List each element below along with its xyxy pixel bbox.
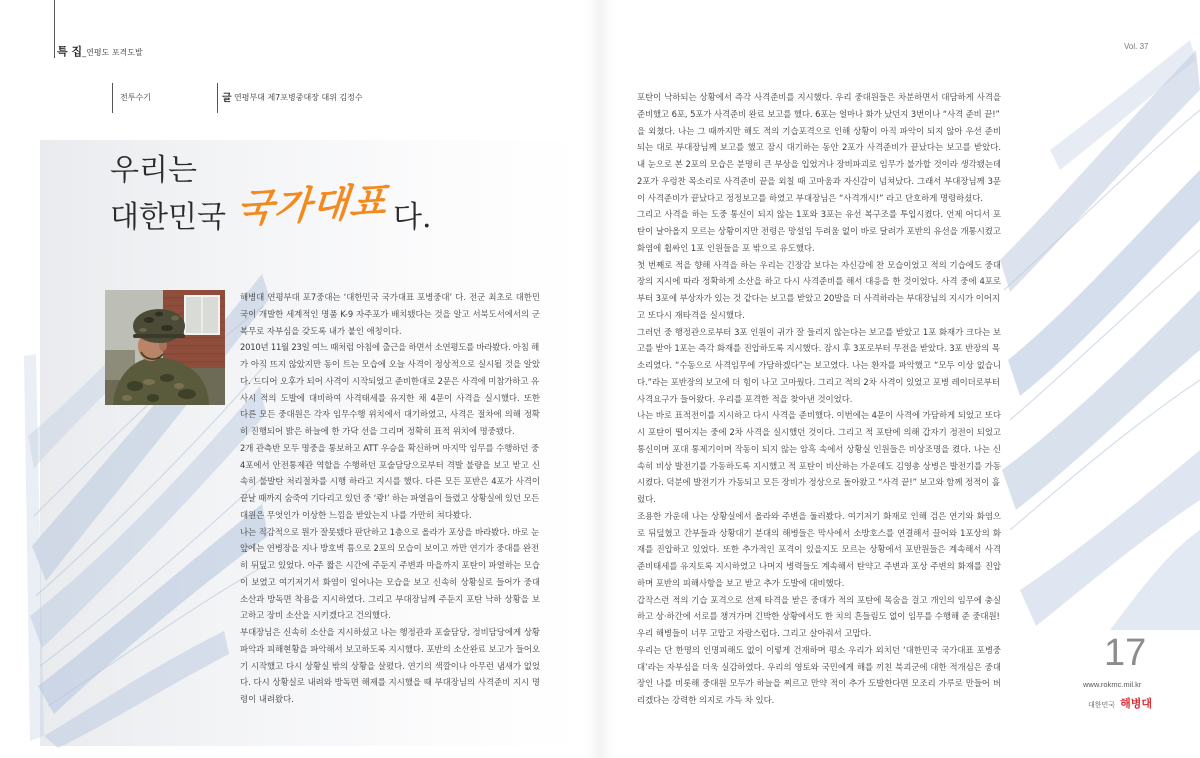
title-line-2-suffix: 다. xyxy=(393,200,432,235)
body-paragraph xyxy=(240,440,540,524)
volume-label: Vol. 37 xyxy=(1124,42,1149,51)
body-text-line xyxy=(240,624,540,641)
body-text: 렀다. xyxy=(637,494,656,504)
body-text: 가 아직 뜨지 않았지만 동이 트는 모습에 오늘 사격이 정상적으로 실시될 것을 알았 xyxy=(240,359,540,369)
body-text-line xyxy=(637,407,1001,424)
body-text-line xyxy=(240,289,540,306)
body-text: 을 외쳤다. 나는 그 때까지만 해도 적의 기습포격으로 인해 상황이 아직 파악이 되지 않아 우선 준비 xyxy=(637,125,1001,136)
body-text: 조용한 가운데 나는 상황실에서 올라와 주변을 둘러봤다. 여기저기 화재로 인해 검은 연기와 화염으 xyxy=(637,510,1001,521)
body-text: 재를 진압하고 있었다. 또한 추가적인 포격이 있을지도 모르는 상황에서 포반원들은 계속해서 사격 xyxy=(637,544,1001,555)
body-text: 고 또다시 재타격을 실시했다. xyxy=(637,309,745,320)
body-text: 되는 대로 부대장님께 보고를 했고 잠시 대기하는 동안 2포가 사격준비가 끝났다는 보고를 받았다. xyxy=(637,142,1001,153)
body-text-line xyxy=(637,474,1001,491)
article-category: 전투수기 xyxy=(120,93,151,102)
body-text-line xyxy=(637,374,1001,391)
body-text: 시 포탄이 떨어지는 중에 2차 사격을 실시했던 것이다. 그리고 적 포탄에 의해 갑자기 정전이 되었고 xyxy=(637,427,1001,437)
body-text-line xyxy=(240,423,540,440)
body-text: 그러던 중 행정관으로부터 3포 인원이 귀가 잘 들리지 않는다는 보고를 받았고 1포 화재가 크다는 보 xyxy=(637,326,1001,337)
website-link[interactable]: www.rokmc.mil.kr xyxy=(1083,680,1142,689)
body-text-line xyxy=(637,190,1001,207)
body-paragraph xyxy=(637,592,1001,642)
body-text: 그리고 사격을 하는 도중 통신이 되지 않는 1포와 3포는 유선 복구조를 투입시켰다. 언제 어디서 포 xyxy=(637,209,1001,220)
body-text-line xyxy=(637,290,1001,307)
body-text-line xyxy=(637,139,1001,156)
body-text: 준비했고 6포, 5포가 사격준비 완료 보고를 했다. 6포는 얼마나 화가 났던지 3번이나 “사격 준비 끝!” xyxy=(637,108,1000,119)
body-text: 갑작스런 적의 기습 포격으로 선제 타격을 받은 중대가 적의 포탄에 목숨을 걸고 개인의 임무에 충실 xyxy=(637,594,1001,605)
brand-mark xyxy=(1088,692,1152,711)
body-text-line xyxy=(637,608,1001,625)
body-text: 령이 내려왔다. xyxy=(240,694,294,704)
body-text-line xyxy=(637,257,1001,274)
body-text: 앞에는 연병장을 지나 방호벽 틈으로 2포의 모습이 보이고 까만 연기가 중대를 완전 xyxy=(240,543,540,554)
body-text: 고하고 장비 소산을 시키겠다고 건의했다. xyxy=(240,610,391,621)
soldier-photo-illustration xyxy=(105,290,225,405)
body-paragraph xyxy=(637,407,1001,508)
section-label: 특 집 xyxy=(57,45,83,58)
body-text: 2포가 우렁찬 목소리로 사격준비 끝을 외칠 때 고마움과 자신감이 넘쳐났다. 그래서 부대장님께 3문 xyxy=(637,175,1001,186)
body-text-line xyxy=(240,691,540,708)
body-text: 부터 3포에 부상자가 있는 것 같다는 보고를 받았고 20발을 더 사격하라는 부대장님의 지시가 이어지 xyxy=(637,293,1000,303)
section-header xyxy=(57,43,143,59)
body-text: 소산과 방독면 착용을 지시하였다. 그리고 부대장님께 주둔지 포탄 낙하 상황을 보 xyxy=(240,593,540,604)
body-text: 첫 번째로 적을 향해 사격을 하는 우리는 긴장감 보다는 자신감에 찬 모습이었고 적의 기습에도 중대 xyxy=(637,259,1001,270)
body-text: 복무로 자부심을 갖도록 내가 붙인 애칭이다. xyxy=(240,325,402,336)
body-text: 끝날 때까지 숨죽여 기다리고 있던 중 ‘쾅!’ 하는 파열음이 들렸고 상황실에 있던 모든 xyxy=(240,493,540,503)
title-highlight: 국가대표 xyxy=(234,177,390,232)
body-text: 사시 적의 도발에 대비하여 사격태세를 유지한 채 4문이 사격을 실시했다. 또한 xyxy=(240,392,540,403)
body-text-line xyxy=(240,591,540,608)
body-text: 나는 바로 표적전이를 지시하고 다시 사격을 준비했다. 이번에는 4문이 사격에 가담하게 되었고 또다 xyxy=(637,410,1001,421)
body-text-line xyxy=(637,123,1001,140)
body-text: 사격요구가 들어왔다. 우리를 포격한 적을 찾아낸 것이었다. xyxy=(637,393,853,404)
writer-name: 연평부대 제7포병중대장 대위 김정수 xyxy=(234,93,363,102)
body-text-line xyxy=(637,675,1001,692)
page-spine-shadow xyxy=(586,0,614,758)
body-text: 2개 관측반 모두 명중을 통보하고 ATT 우승을 확신하며 마지막 임무를 수행하던 중 xyxy=(240,442,540,453)
body-text-line xyxy=(637,307,1001,324)
body-paragraph xyxy=(637,257,1001,324)
body-text: 대’라는 자부심을 더욱 실감하였다. 우리의 영토와 국민에게 해를 끼친 북괴군에 대한 적개심은 중대 xyxy=(637,661,1001,672)
body-text-line xyxy=(240,356,540,373)
page-number: 17 xyxy=(1104,632,1147,674)
body-text-line xyxy=(637,558,1001,575)
body-text: 속히 비상 발전기를 가동하도록 지시했고 적 포탄이 비산하는 가운데도 김영총 상병은 발전기를 가동 xyxy=(637,460,1001,471)
body-text-line xyxy=(240,574,540,591)
body-text-line xyxy=(240,641,540,658)
body-paragraph xyxy=(240,339,540,440)
byline-rule-left xyxy=(112,83,113,113)
body-text-line xyxy=(240,524,540,541)
body-text: 우리 해병들이 너무 고맙고 자랑스럽다. 그리고 살아줘서 고맙다. xyxy=(637,628,872,638)
body-text-line xyxy=(637,659,1001,676)
body-text-line xyxy=(637,106,1001,123)
body-text-line xyxy=(637,156,1001,173)
body-text: 나는 직감적으로 뭔가 잘못됐다 판단하고 1층으로 올라가 포상을 바라봤다. 바로 눈 xyxy=(240,526,540,537)
body-text: 4포에서 안전통제관 역할을 수행하던 포술담당으로부터 격발 불량을 보고 받고 신 xyxy=(240,459,540,470)
body-paragraph xyxy=(637,508,1001,592)
body-text: 부대장님은 신속히 소산을 지시하셨고 나는 행정관과 포술담당, 정비담당에게 상황 xyxy=(240,627,540,637)
body-text: 고를 받아 1포는 즉각 화재를 진압하도록 지시했다. 잠시 후 3포로부터 무전을 받았다. 3포 반장의 목 xyxy=(637,343,1000,354)
title-line-2-prefix: 대한민국 xyxy=(110,200,226,235)
body-text: 준비태세를 유지토록 지시하였고 나머지 병력들도 계속해서 탄약고 주변과 포상 주변의 화재를 진압 xyxy=(637,561,1001,571)
body-text: 속히 불발탄 처리절차를 시행 하라고 지시를 했다. 다른 모든 포반은 4포가 사격이 xyxy=(240,476,540,487)
body-text: 장의 지시에 따라 정확하게 소산을 하고 다시 사격준비를 해서 대응을 한 것이었다. 사격 중에 4포로 xyxy=(637,276,1001,287)
body-text-line xyxy=(637,273,1001,290)
body-text-line xyxy=(637,575,1001,592)
body-text-line xyxy=(637,692,1001,709)
body-text: 로 뒤덮혔고 간부들과 상황대기 분대의 해병들은 막사에서 소방호스를 연결해서 끌어와 1포상의 화 xyxy=(637,527,1001,538)
body-text-line xyxy=(637,592,1001,609)
body-text: 통신이며 포대 통제기이며 작동이 되지 않는 암흑 속에서 상황실 인원들은 비상조명을 켰다. 나는 신 xyxy=(637,443,1001,454)
body-text: 다. 다시 상황실로 내려와 방독면 해제를 지시했을 때 부대장님의 사격준비 지시 명 xyxy=(240,677,540,688)
body-text: 기 시작했고 다시 상황실 밖의 상황을 살폈다. 연기의 색깔이나 아무런 냄새가 없었 xyxy=(240,660,540,671)
body-text-line xyxy=(240,373,540,390)
body-paragraph xyxy=(637,89,1001,206)
body-text-line xyxy=(637,491,1001,508)
brand-prefix: 대한민국 xyxy=(1088,701,1116,709)
title-line-1: 우리는 xyxy=(110,153,197,188)
body-text-line xyxy=(240,323,540,340)
body-text: 하고 상·하간에 서로를 챙겨가며 긴박한 상황에서도 한 치의 흔들림도 없이 임무를 수행해 준 중대원! xyxy=(637,611,1000,622)
body-text-line xyxy=(637,173,1001,190)
body-text-line xyxy=(240,440,540,457)
body-text-line xyxy=(240,674,540,691)
body-text-line xyxy=(240,473,540,490)
body-text-line xyxy=(240,490,540,507)
body-paragraph xyxy=(240,524,540,625)
body-text-line xyxy=(240,507,540,524)
body-text-line xyxy=(637,206,1001,223)
body-text: 다른 모든 중대원은 각자 임무수행 위치에서 대기하였고, 사격은 절차에 의해 정확 xyxy=(240,409,540,420)
body-text: 탄이 날아올지 모르는 상황이지만 전령은 망설임 두려움 없이 바로 달려가 포반의 유선을 개통시켰고 xyxy=(637,226,1001,236)
body-text-line xyxy=(240,658,540,675)
body-text-line xyxy=(637,357,1001,374)
body-text-line xyxy=(637,424,1001,441)
body-paragraph xyxy=(240,624,540,708)
body-text: 이 보였고 여기저기서 화염이 일어나는 모습을 보고 신속히 상황실로 들어가 중대 xyxy=(240,576,540,587)
body-text-line xyxy=(637,223,1001,240)
body-text: 화염에 휩싸인 1포 인원들을 포 밖으로 유도했다. xyxy=(637,242,815,253)
right-brush-stroke-decoration xyxy=(990,30,1200,630)
header-rule xyxy=(54,0,55,58)
body-text-line xyxy=(637,525,1001,542)
body-text-line xyxy=(240,457,540,474)
body-text-line xyxy=(637,340,1001,357)
right-body-column xyxy=(637,89,1001,709)
body-text: 다. 드디어 오후가 되어 사격이 시작되었고 준비한대로 2문은 사격에 미참가하고 유 xyxy=(240,375,540,386)
body-text-line xyxy=(637,89,1001,106)
body-text: 내 눈으로 본 2포의 모습은 분명히 큰 부상을 입었거나 장비파괴로 임무가 불가할 것이라 생각됐는데 xyxy=(637,159,1001,169)
body-text-line xyxy=(240,306,540,323)
body-text: 소리였다. “수동으로 사격임무에 가담하겠다”는 보고였다. 나는 환자를 파악했고 “모두 이상 없습니 xyxy=(637,360,1001,370)
brand-name: 해병대 xyxy=(1120,697,1153,710)
body-paragraph xyxy=(637,642,1001,709)
body-text-line xyxy=(240,540,540,557)
body-text-line xyxy=(637,508,1001,525)
body-text-line xyxy=(637,391,1001,408)
body-text-line xyxy=(240,557,540,574)
body-text: 우리는 단 한명의 인명피해도 없이 이렇게 건재하며 평소 우리가 외치던 ‘대한민국 국가대표 포병중 xyxy=(637,644,1001,655)
body-text-line xyxy=(637,642,1001,659)
body-text-line xyxy=(637,541,1001,558)
body-text-line xyxy=(637,324,1001,341)
body-text-line xyxy=(637,625,1001,642)
body-text: 하며 포반의 피해사항을 보고 받고 추가 도발에 대비했다. xyxy=(637,577,845,588)
body-paragraph xyxy=(240,289,540,339)
body-text: 히 진행되어 밝은 하늘에 한 가닥 선을 그리며 정확히 표적 위치에 명중됐다. xyxy=(240,426,515,436)
body-text: 리겠다는 강력한 의지로 가득 차 있다. xyxy=(637,695,775,705)
body-text: 국이 개발한 세계적인 명품 K-9 자주포가 배치됐다는 것을 알고 서북도서에서의 군 xyxy=(240,308,540,319)
body-text-line xyxy=(240,390,540,407)
body-text: 시켰다. 덕분에 발전기가 가동되고 모든 장비가 정상으로 돌아왔고 “사격 끝!” 보고와 함께 정적이 흘 xyxy=(637,477,1000,488)
body-text: 파악과 피해현황을 파악해서 보고하도록 지시했다. 포반의 소산완료 보고가 들어오 xyxy=(240,643,540,654)
body-text: 이 사격준비가 끝났다고 정정보고를 하였고 부대장님은 “사격개시!” 라고 단호하게 명령하셨다. xyxy=(637,192,984,203)
section-subtitle: _연평도 포격도발 xyxy=(82,48,143,57)
writer-label: 글 xyxy=(222,93,232,104)
body-text: 포탄이 낙하되는 상황에서 즉각 사격준비를 지시했다. 우리 중대원들은 차분하면서 대담하게 사격을 xyxy=(637,92,1001,102)
body-paragraph xyxy=(637,206,1001,256)
byline-rule-right xyxy=(217,83,218,113)
left-body-column xyxy=(240,289,540,708)
body-text-line xyxy=(240,339,540,356)
body-text: 히 뒤덮고 있었다. 아주 짧은 시간에 주둔지 주변과 마을까지 포탄이 파열하는 모습 xyxy=(240,560,540,570)
body-text-line xyxy=(637,458,1001,475)
body-text: 다.”라는 포반장의 보고에 더 힘이 나고 고마웠다. 그리고 적의 2차 사격이 있었고 포병 레이더로부터 xyxy=(637,376,1000,387)
body-text-line xyxy=(637,240,1001,257)
body-text-line xyxy=(240,607,540,624)
soldier-photo xyxy=(105,290,225,405)
body-text: 2010년 11월 23일 여느 때처럼 아침에 출근을 하면서 소연평도를 바라봤다. 아침 해 xyxy=(240,342,540,353)
body-text-line xyxy=(637,441,1001,458)
body-text: 장인 나를 비롯해 중대원 모두가 하늘을 찌르고 만약 적이 추가 도발한다면 모조리 가루로 만들어 버 xyxy=(637,678,1001,689)
body-text: 대원은 무엇인가 이상한 느낌을 받았는지 나를 가만히 쳐다봤다. xyxy=(240,509,472,520)
body-paragraph xyxy=(637,324,1001,408)
body-text-line xyxy=(240,406,540,423)
body-text: 해병대 연평부대 포7중대는 ‘대한민국 국가대표 포병중대’ 다. 전군 최초로 대한민 xyxy=(240,292,540,302)
